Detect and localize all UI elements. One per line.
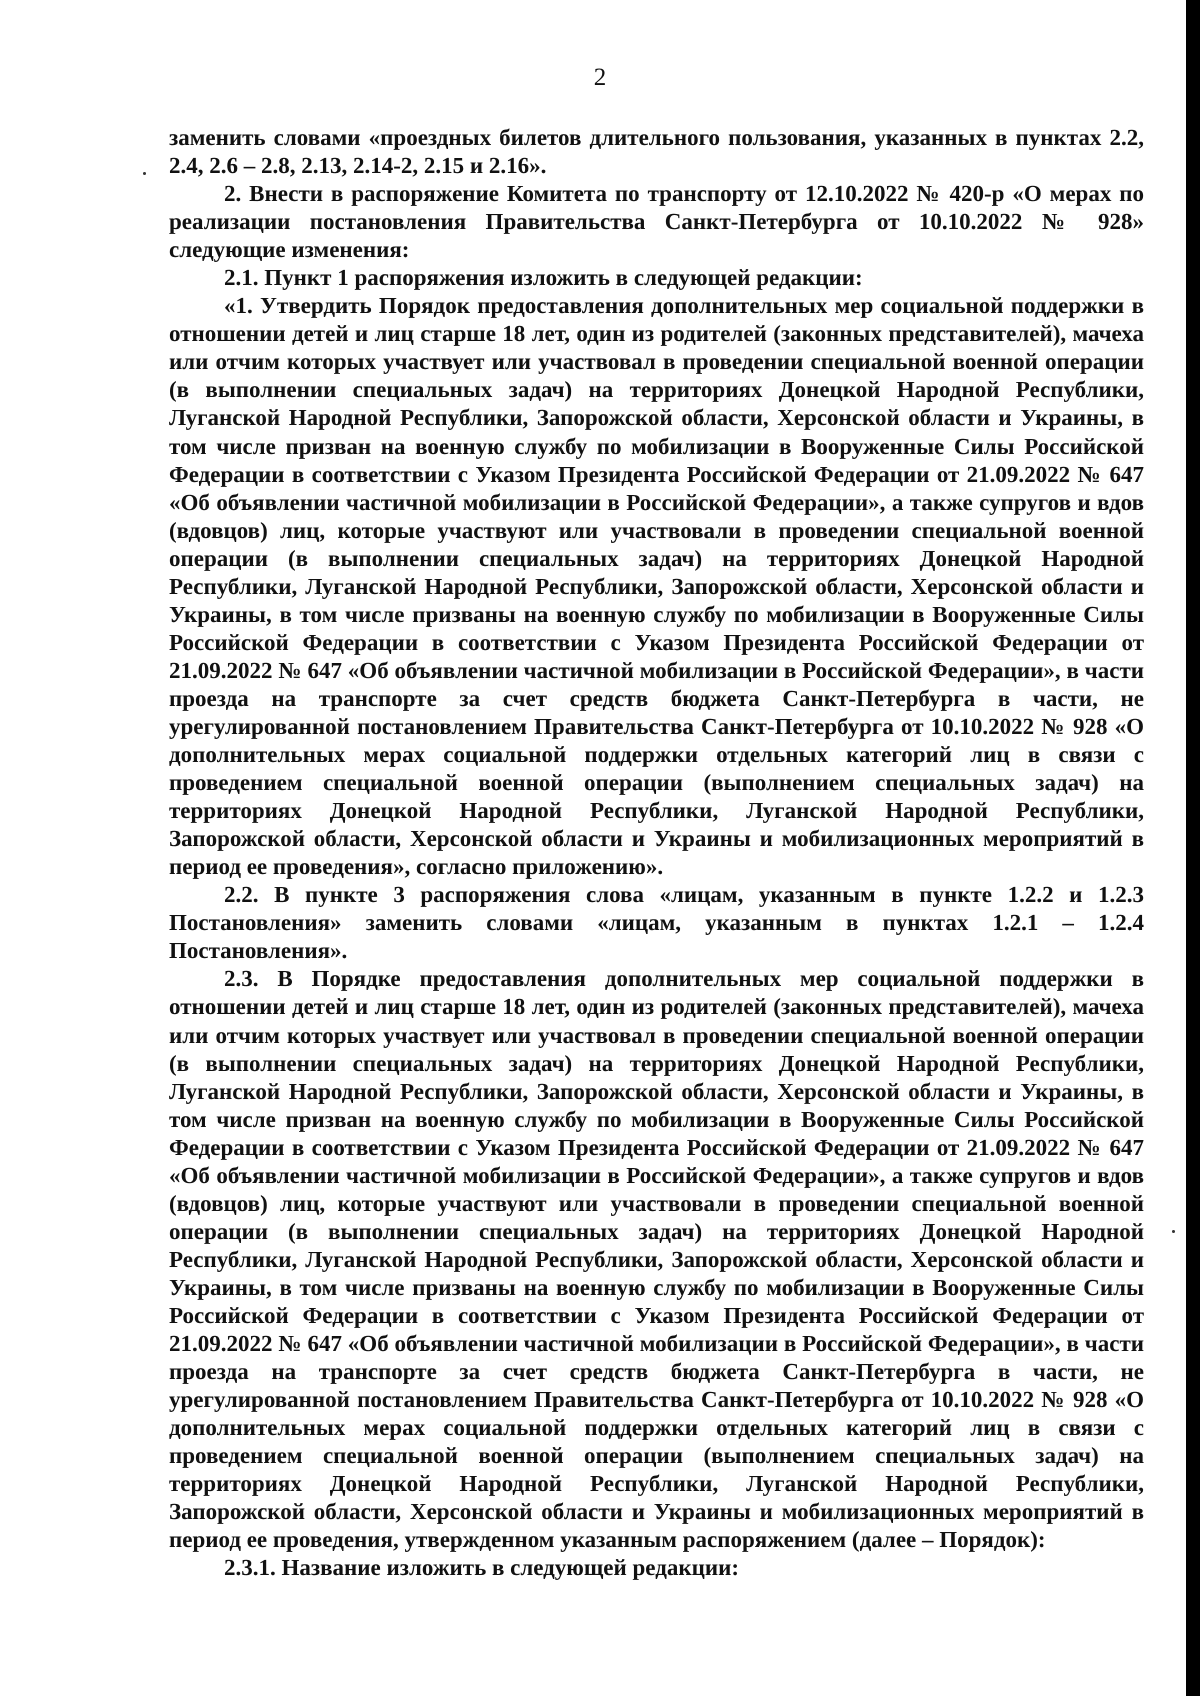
paragraph-quoted-item-1: «1. Утвердить Порядок предоставления дополнительных мер социальной поддержки в отношении детей и лиц старше 18 лет, один из родителей (законных представителей), мачеха или отчим которых участвует или участвовал в проведении специальной военной операции (в выполнении специальных задач) на территориях Донецкой Народной Республики, Луганской Народной Республики, Запорожской области, Херсонской области и Украины, в том числе призван на военную службу по мобилизации в Вооруженные Силы Российской Федерации в соответствии с Указом Президента Российской Федерации от 21.09.2022 № 647 «Об объявлении частичной мобилизации в Российской Федерации», а также супругов и вдов (вдовцов) лиц, которые участвуют или участвовали в проведении специальной военной операции (в выполнении специальных задач) на территориях Донецкой Народной Республики, Луганской Народной Республики, Запорожской области, Херсонской области и Украины, в том числе призваны на военную службу по мобилизации в Вооруженные Силы Российской Федерации в соответствии с Указом Президента Российской Федерации от 21.09.2022 № 647 «Об объявлении частичной мобилизации в Российской Федерации», в части проезда на транспорте за счет средств бюджета Санкт-Петербурга в части, не урегулированной постановлением Правительства Санкт-Петербурга от 10.10.2022 № 928 «О дополнительных мерах социальной поддержки отдельных категорий лиц в связи с проведением специальной военной операции (выполнением специальных задач) на территориях Донецкой Народной Республики, Луганской Народной Республики, Запорожской области, Херсонской области и Украины и мобилизационных мероприятий в период ее проведения», согласно приложению». <box>169 293 1144 880</box>
document-body <box>169 124 1144 1582</box>
paragraph-item-2-1: 2.1. Пункт 1 распоряжения изложить в следующей редакции: <box>224 265 863 291</box>
paragraph-item-2-3-1: 2.3.1. Название изложить в следующей редакции: <box>224 1555 740 1581</box>
paragraph-item-2-2: 2.2. В пункте 3 распоряжения слова «лицам, указанным в пункте 1.2.2 и 1.2.3 Постановления» заменить словами «лицам, указанным в пунктах 1.2.1 – 1.2.4 Постановления». <box>169 882 1144 964</box>
paragraph-continuation: заменить словами «проездных билетов длительного пользования, указанных в пунктах 2.2, 2.4, 2.6 – 2.8, 2.13, 2.14-2, 2.15 и 2.16». <box>169 125 1144 179</box>
scan-border <box>1186 0 1200 1696</box>
scan-speck <box>1172 1230 1175 1233</box>
paragraph-item-2: 2. Внести в распоряжение Комитета по транспорту от 12.10.2022 № 420-р «О мерах по реализации постановления Правительства Санкт-Петербурга от 10.10.2022 № 928» следующие изменения: <box>169 181 1144 263</box>
page-number: 2 <box>593 64 607 91</box>
scan-speck <box>143 172 146 175</box>
paragraph-item-2-3: 2.3. В Порядке предоставления дополнительных мер социальной поддержки в отношении детей и лиц старше 18 лет, один из родителей (законных представителей), мачеха или отчим которых участвует или участвовал в проведении специальной военной операции (в выполнении специальных задач) на территориях Донецкой Народной Республики, Луганской Народной Республики, Запорожской области, Херсонской области и Украины, в том числе призван на военную службу по мобилизации в Вооруженные Силы Российской Федерации в соответствии с Указом Президента Российской Федерации от 21.09.2022 № 647 «Об объявлении частичной мобилизации в Российской Федерации», а также супругов и вдов (вдовцов) лиц, которые участвуют или участвовали в проведении специальной военной операции (в выполнении специальных задач) на территориях Донецкой Народной Республики, Луганской Народной Республики, Запорожской области, Херсонской области и Украины, в том числе призваны на военную службу по мобилизации в Вооруженные Силы Российской Федерации в соответствии с Указом Президента Российской Федерации от 21.09.2022 № 647 «Об объявлении частичной мобилизации в Российской Федерации», в части проезда на транспорте за счет средств бюджета Санкт-Петербурга в части, не урегулированной постановлением Правительства Санкт-Петербурга от 10.10.2022 № 928 «О дополнительных мерах социальной поддержки отдельных категорий лиц в связи с проведением специальной военной операции (выполнением специальных задач) на территориях Донецкой Народной Республики, Луганской Народной Республики, Запорожской области, Херсонской области и Украины и мобилизационных мероприятий в период ее проведения, утвержденном указанным распоряжением (далее – Порядок): <box>169 966 1144 1553</box>
